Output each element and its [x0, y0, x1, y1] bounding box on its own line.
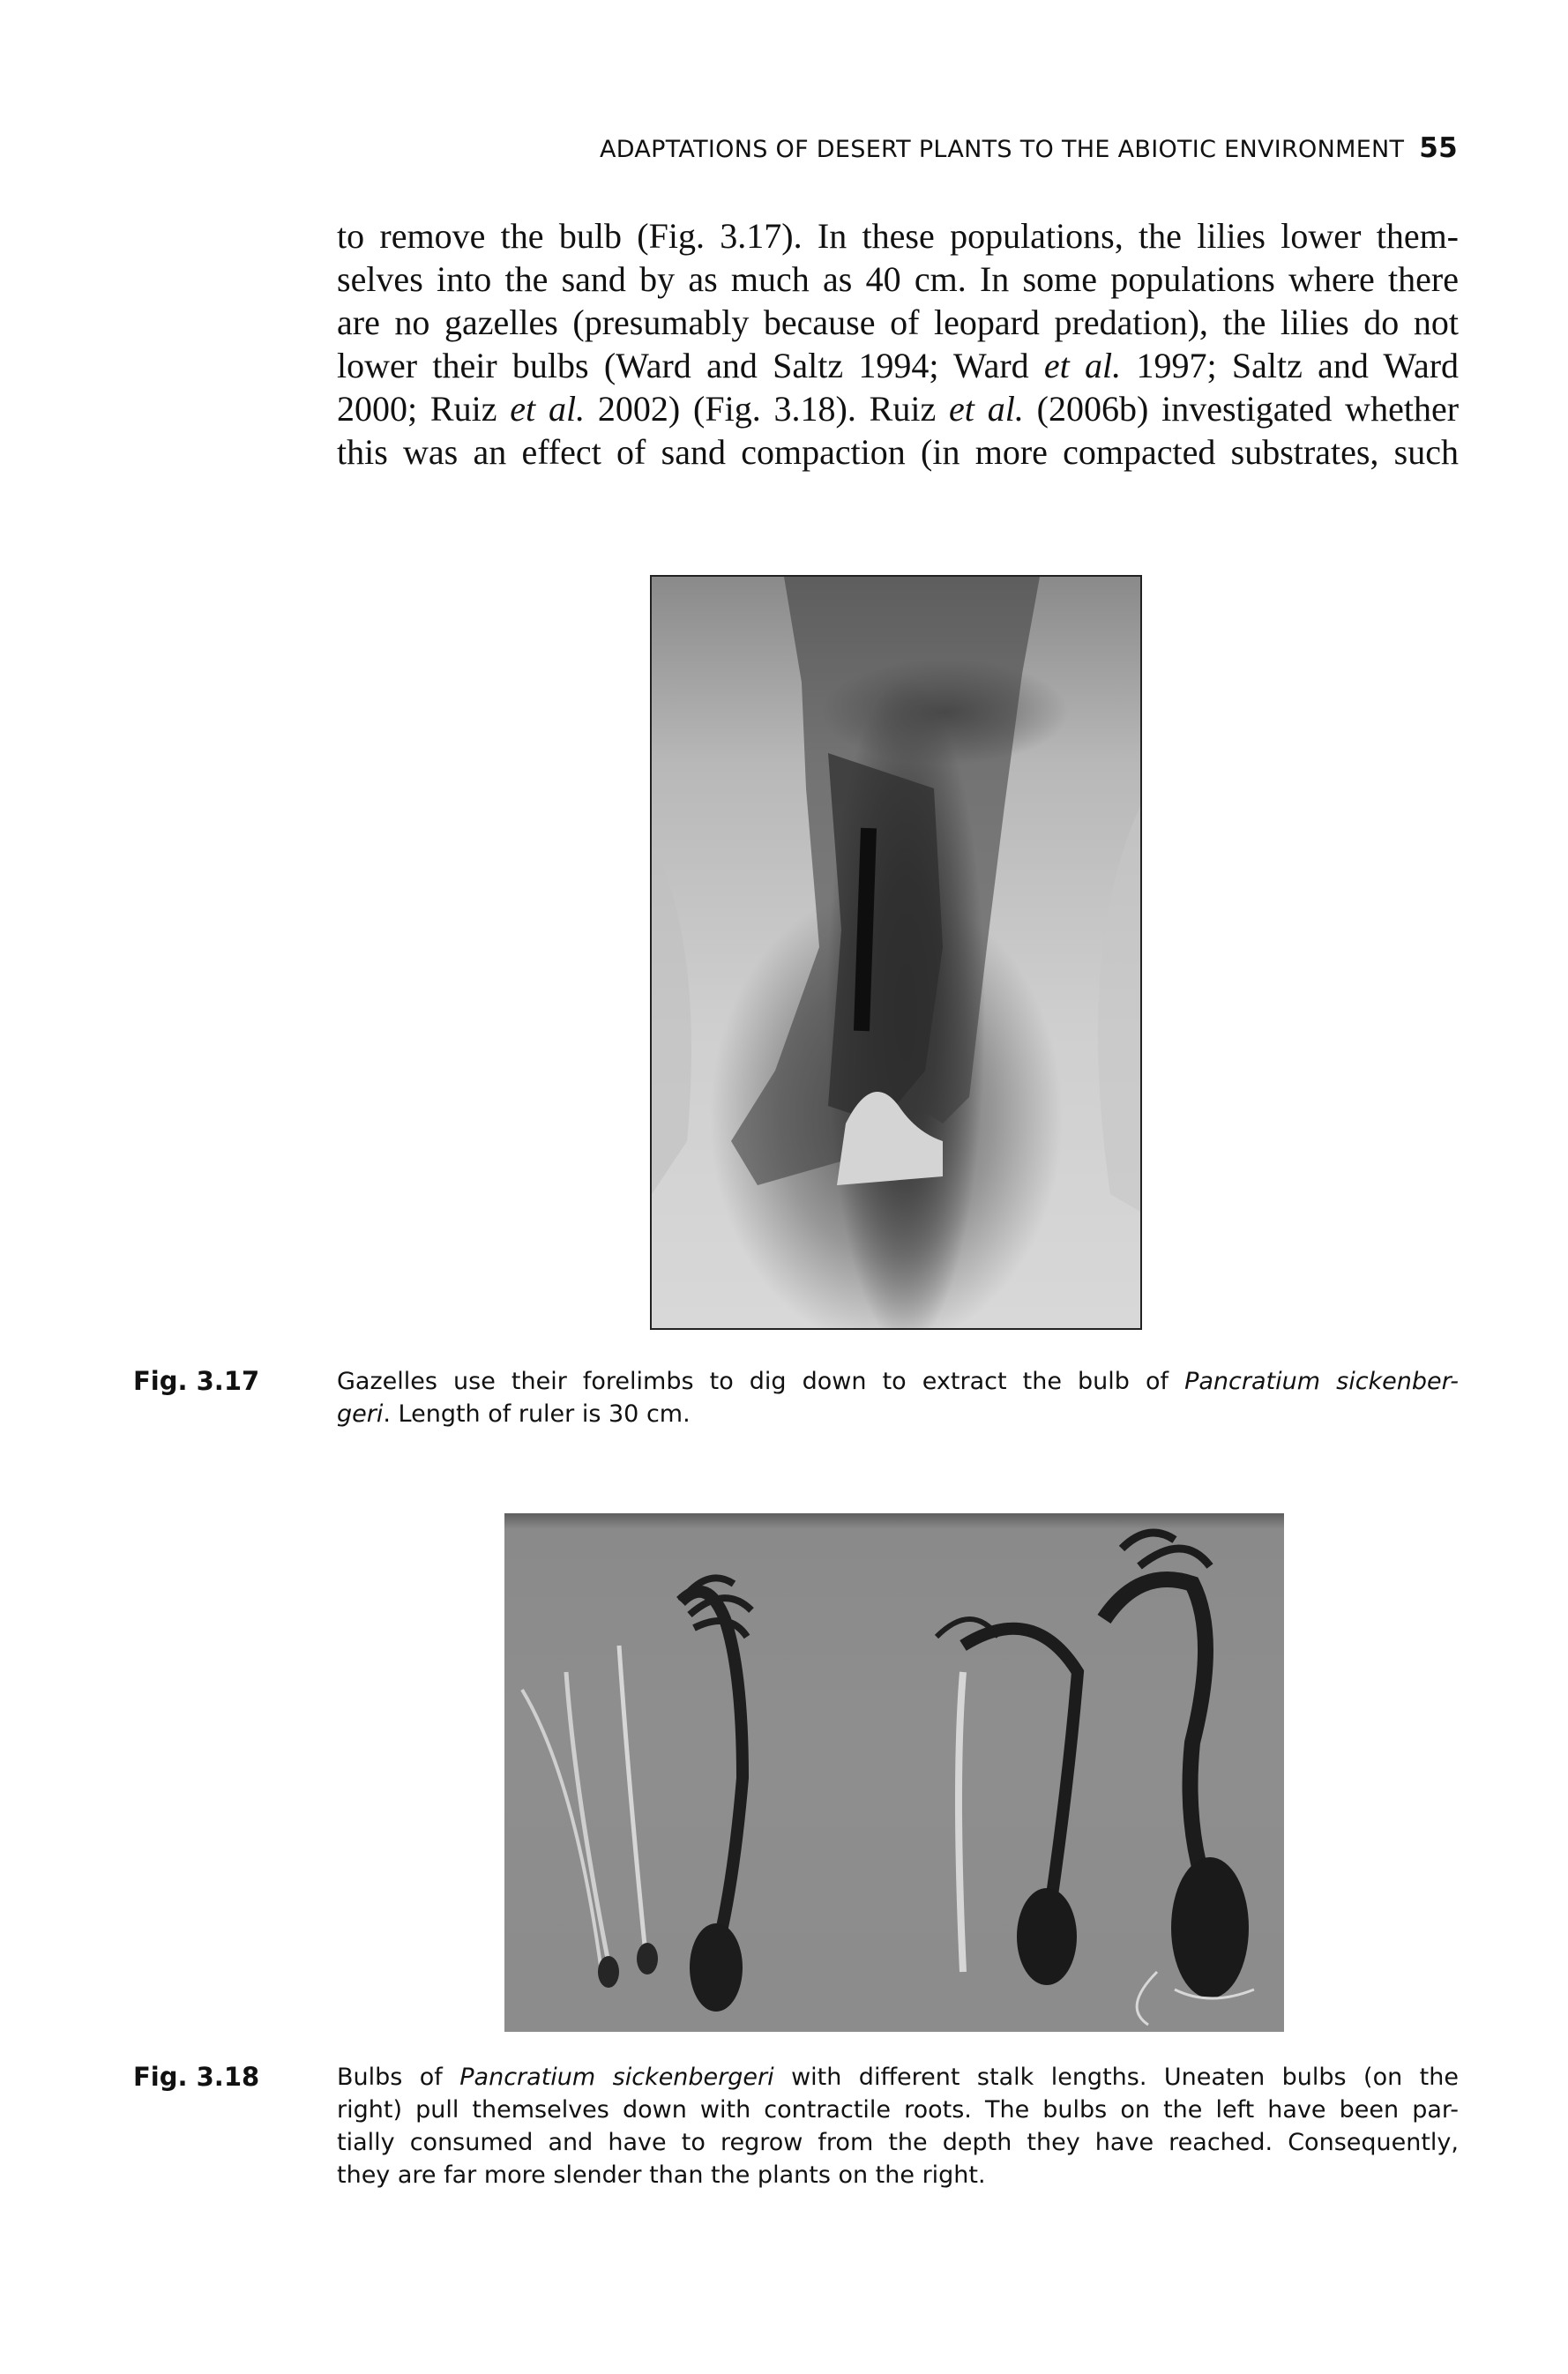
caption-text: [337, 1365, 1459, 1430]
body-line: selves into the sand by as much as 40 cm. In some populations where there: [337, 259, 1459, 299]
caption-line: geri. Length of ruler is 30 cm.: [337, 1400, 691, 1428]
caption-line: they are far more slender than the plants on the right.: [337, 2161, 986, 2189]
caption-text: [337, 2061, 1459, 2191]
caption-line: Gazelles use their forelimbs to dig down to extract the bulb of Pancratium sickenber-: [337, 1368, 1460, 1395]
running-title: ADAPTATIONS OF DESERT PLANTS TO THE ABIOTIC ENVIRONMENT: [600, 136, 1405, 163]
dug-hole-illustration: [652, 577, 1140, 1328]
body-line: 2000; Ruiz et al. 2002) (Fig. 3.18). Ruiz et al. (2006b) investigated whether: [337, 389, 1460, 429]
figure-3-17-photo: [650, 575, 1142, 1330]
body-line: this was an effect of sand compaction (in more compacted substrates, such: [337, 432, 1459, 472]
figure-label: Fig. 3.17: [133, 1366, 260, 1396]
caption-line: Bulbs of Pancratium sickenbergeri with different stalk lengths. Uneaten bulbs (on the: [337, 2064, 1459, 2091]
caption-line: right) pull themselves down with contractile roots. The bulbs on the left have been par-: [337, 2096, 1459, 2124]
figure-label: Fig. 3.18: [133, 2062, 260, 2092]
bulbs-illustration: [504, 1513, 1284, 2032]
caption-line: tially consumed and have to regrow from the depth they have reached. Consequently,: [337, 2129, 1459, 2156]
body-line: are no gazelles (presumably because of leopard predation), the lilies do not: [337, 302, 1459, 342]
figure-3-18-photo: [504, 1513, 1284, 2032]
page-number: 55: [1419, 132, 1458, 164]
body-line: to remove the bulb (Fig. 3.17). In these populations, the lilies lower them-: [337, 216, 1459, 256]
body-paragraph: [337, 214, 1459, 474]
running-header: [0, 132, 1458, 164]
body-line: lower their bulbs (Ward and Saltz 1994; Ward et al. 1997; Saltz and Ward: [337, 346, 1460, 385]
